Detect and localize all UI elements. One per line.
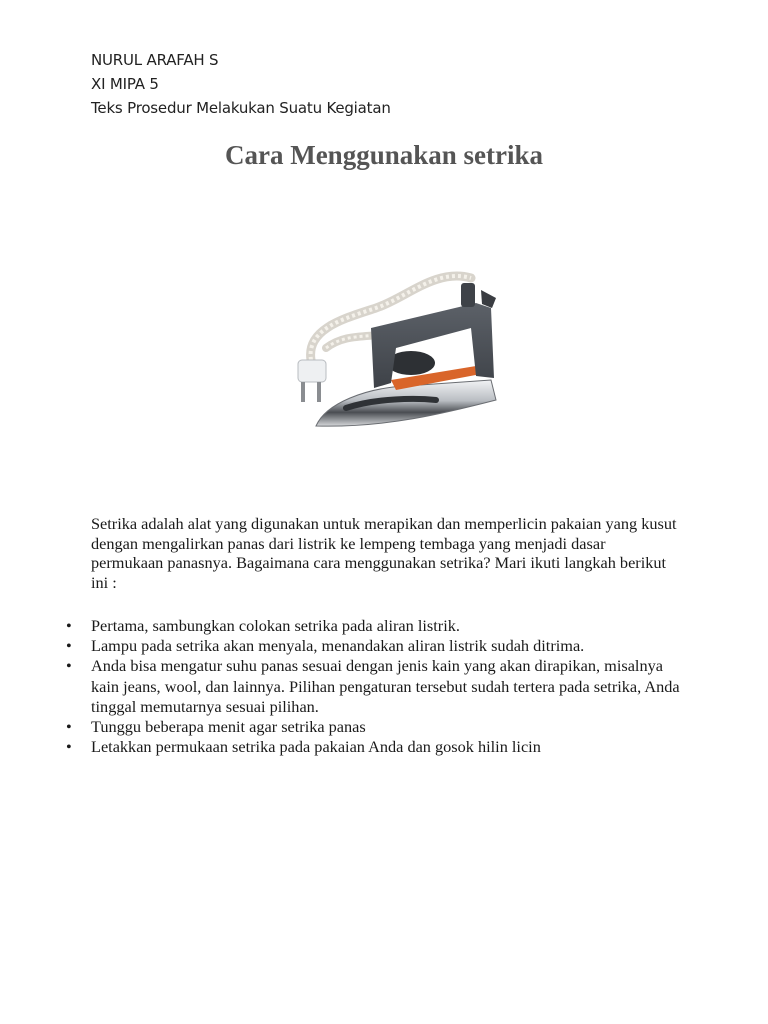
steps-list — [66, 616, 686, 757]
list-item — [66, 656, 686, 717]
step-text: Anda bisa mengatur suhu panas sesuai dengan jenis kain yang akan dirapikan, misalnya kain jeans, wool, dan lainnya. Pilihan pengaturan tersebut sudah tertera pada setrika, Anda tinggal memutarnya sesuai pilihan. — [91, 656, 680, 716]
bullet-icon: • — [66, 717, 72, 737]
bullet-icon: • — [66, 616, 72, 635]
author-class: XI MIPA 5 — [91, 75, 159, 93]
page-title: Cara Menggunakan setrika — [224, 140, 543, 170]
iron-illustration-icon — [286, 248, 506, 438]
intro-text: Setrika adalah alat yang digunakan untuk merapikan dan memperlicin pakaian yang kusut dengan mengalirkan panas dari listrik ke lempeng tembaga yang menjadi dasar permukaan panasnya. Bagaimana cara menggunakan setrika? Mari ikuti langkah berikut ini : — [91, 514, 677, 592]
list-item — [66, 616, 686, 636]
document-header — [91, 48, 391, 120]
document-subject: Teks Prosedur Melakukan Suatu Kegiatan — [91, 99, 391, 117]
intro-paragraph — [91, 514, 681, 592]
bullet-icon: • — [66, 656, 72, 676]
author-name: NURUL ARAFAH S — [91, 51, 219, 69]
bullet-icon: • — [66, 636, 72, 656]
list-item — [66, 717, 686, 737]
list-item — [66, 636, 686, 656]
list-item — [66, 737, 686, 757]
iron-image — [286, 248, 506, 438]
step-text: Tunggu beberapa menit agar setrika panas — [91, 717, 366, 737]
step-text: Pertama, sambungkan colokan setrika pada aliran listrik. — [91, 616, 460, 635]
bullet-icon: • — [66, 737, 72, 757]
step-text: Lampu pada setrika akan menyala, menandakan aliran listrik sudah ditrima. — [91, 636, 585, 656]
step-text: Letakkan permukaan setrika pada pakaian Anda dan gosok hilin licin — [91, 737, 541, 757]
